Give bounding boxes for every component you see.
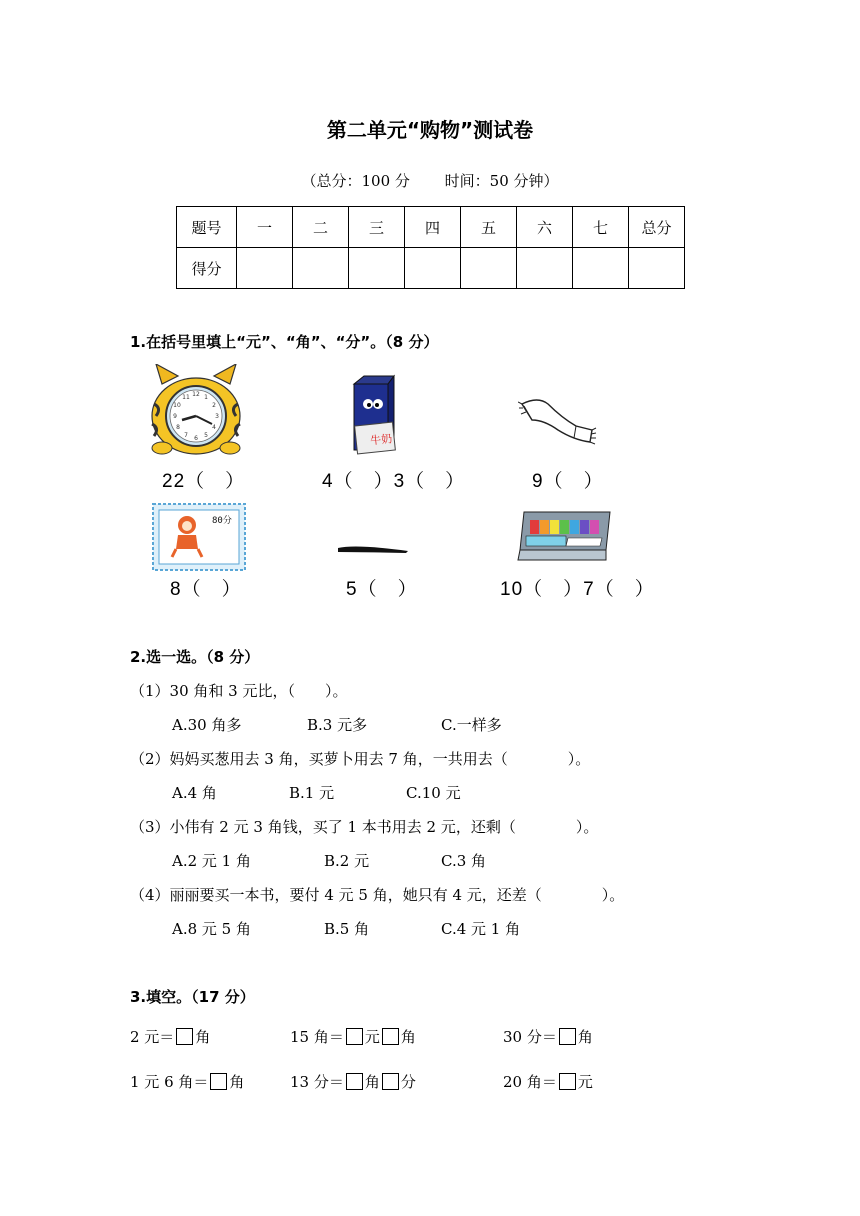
fill-prefix: 30 分＝ [503, 1028, 557, 1046]
score-table [176, 206, 685, 289]
fill-unit: 角 [195, 1028, 211, 1046]
score-header-row [177, 207, 685, 248]
fill-unit: 角 [229, 1073, 245, 1091]
svg-text:10: 10 [173, 402, 181, 409]
answer-box[interactable] [346, 1073, 363, 1090]
svg-text:9: 9 [173, 413, 177, 420]
stamp-value: 80分 [212, 516, 232, 526]
option-2c[interactable]: C.10 元 [406, 784, 461, 802]
score-cell: 总分 [629, 207, 685, 248]
svg-text:7: 7 [184, 432, 188, 439]
exam-info: （总分：100 分 时间：50 分钟） [301, 172, 559, 190]
score-input-cell[interactable] [573, 248, 629, 289]
stamp-icon [152, 503, 246, 571]
option-3a[interactable]: A.2 元 1 角 [172, 852, 251, 870]
option-4a[interactable]: A.8 元 5 角 [172, 920, 251, 938]
page-title: 第二单元“购物”测试卷 [326, 118, 534, 142]
price-paint-box: 10（ ）7（ ） [500, 579, 655, 600]
svg-text:8: 8 [176, 424, 180, 431]
answer-box[interactable] [176, 1028, 193, 1045]
svg-text:1: 1 [204, 394, 208, 401]
answer-box[interactable] [382, 1028, 399, 1045]
fill-unit: 角 [364, 1073, 380, 1091]
section-1-heading: 1.在括号里填上“元”、“角”、“分”。（8 分） [130, 333, 439, 351]
svg-text:3: 3 [215, 413, 219, 420]
score-cell: 得分 [177, 248, 237, 289]
score-input-cell[interactable] [349, 248, 405, 289]
price-stamp: 8（ ） [170, 579, 242, 600]
score-input-cell[interactable] [629, 248, 685, 289]
price-pencil: 5（ ） [346, 579, 418, 600]
fill-item-a [130, 1026, 210, 1047]
option-3b[interactable]: B.2 元 [324, 852, 370, 870]
svg-text:4: 4 [212, 424, 216, 431]
scarf-icon [518, 390, 598, 450]
option-1b[interactable]: B.3 元多 [307, 716, 368, 734]
milk-carton-icon [348, 374, 400, 456]
option-2a[interactable]: A.4 角 [172, 784, 217, 802]
svg-text:12: 12 [192, 391, 200, 398]
option-1c[interactable]: C.一样多 [441, 716, 502, 734]
fill-item-e [290, 1071, 416, 1092]
score-input-cell[interactable] [461, 248, 517, 289]
question-1: （1）30 角和 3 元比，（ ）。 [130, 682, 348, 700]
paint-box-icon [516, 510, 614, 566]
answer-box[interactable] [559, 1028, 576, 1045]
fill-prefix: 15 角＝ [290, 1028, 344, 1046]
score-cell: 六 [517, 207, 573, 248]
score-cell: 五 [461, 207, 517, 248]
score-cell: 二 [293, 207, 349, 248]
score-input-cell[interactable] [293, 248, 349, 289]
pencil-icon [336, 542, 412, 556]
milk-label: 牛奶 [369, 432, 393, 448]
fill-item-b [290, 1026, 416, 1047]
svg-text:5: 5 [204, 432, 208, 439]
fill-prefix: 2 元＝ [130, 1028, 175, 1046]
option-1a[interactable]: A.30 角多 [172, 716, 242, 734]
fill-unit: 角 [400, 1028, 416, 1046]
fill-prefix: 20 角＝ [503, 1073, 557, 1091]
fill-prefix: 1 元 6 角＝ [130, 1073, 209, 1091]
answer-box[interactable] [382, 1073, 399, 1090]
svg-text:11: 11 [182, 394, 190, 401]
answer-box[interactable] [559, 1073, 576, 1090]
score-cell: 三 [349, 207, 405, 248]
option-4c[interactable]: C.4 元 1 角 [441, 920, 521, 938]
section-3-heading: 3.填空。（17 分） [130, 988, 255, 1006]
fill-unit: 元 [364, 1028, 380, 1046]
price-clock: 22（ ） [162, 471, 246, 492]
fill-unit: 角 [577, 1028, 593, 1046]
svg-text:2: 2 [212, 402, 216, 409]
score-cell: 七 [573, 207, 629, 248]
fill-prefix: 13 分＝ [290, 1073, 344, 1091]
question-3: （3）小伟有 2 元 3 角钱，买了 1 本书用去 2 元，还剩（ ）。 [130, 818, 599, 836]
price-scarf: 9（ ） [532, 471, 604, 492]
score-cell: 四 [405, 207, 461, 248]
score-input-cell[interactable] [405, 248, 461, 289]
score-value-row [177, 248, 685, 289]
score-cell: 题号 [177, 207, 237, 248]
option-2b[interactable]: B.1 元 [289, 784, 335, 802]
section-2-heading: 2.选一选。（8 分） [130, 648, 260, 666]
answer-box[interactable] [210, 1073, 227, 1090]
question-4: （4）丽丽要买一本书，要付 4 元 5 角，她只有 4 元，还差（ ）。 [130, 886, 625, 904]
tiger-clock-icon [148, 364, 244, 456]
score-cell: 一 [237, 207, 293, 248]
price-milk: 4（ ）3（ ） [322, 471, 466, 492]
answer-box[interactable] [346, 1028, 363, 1045]
fill-item-f [503, 1071, 593, 1092]
option-3c[interactable]: C.3 角 [441, 852, 487, 870]
fill-unit: 元 [577, 1073, 593, 1091]
svg-text:6: 6 [194, 435, 198, 442]
fill-item-d [130, 1071, 244, 1092]
option-4b[interactable]: B.5 角 [324, 920, 370, 938]
score-input-cell[interactable] [237, 248, 293, 289]
fill-item-c [503, 1026, 593, 1047]
fill-unit: 分 [400, 1073, 416, 1091]
score-input-cell[interactable] [517, 248, 573, 289]
question-2: （2）妈妈买葱用去 3 角，买萝卜用去 7 角，一共用去（ ）。 [130, 750, 591, 768]
